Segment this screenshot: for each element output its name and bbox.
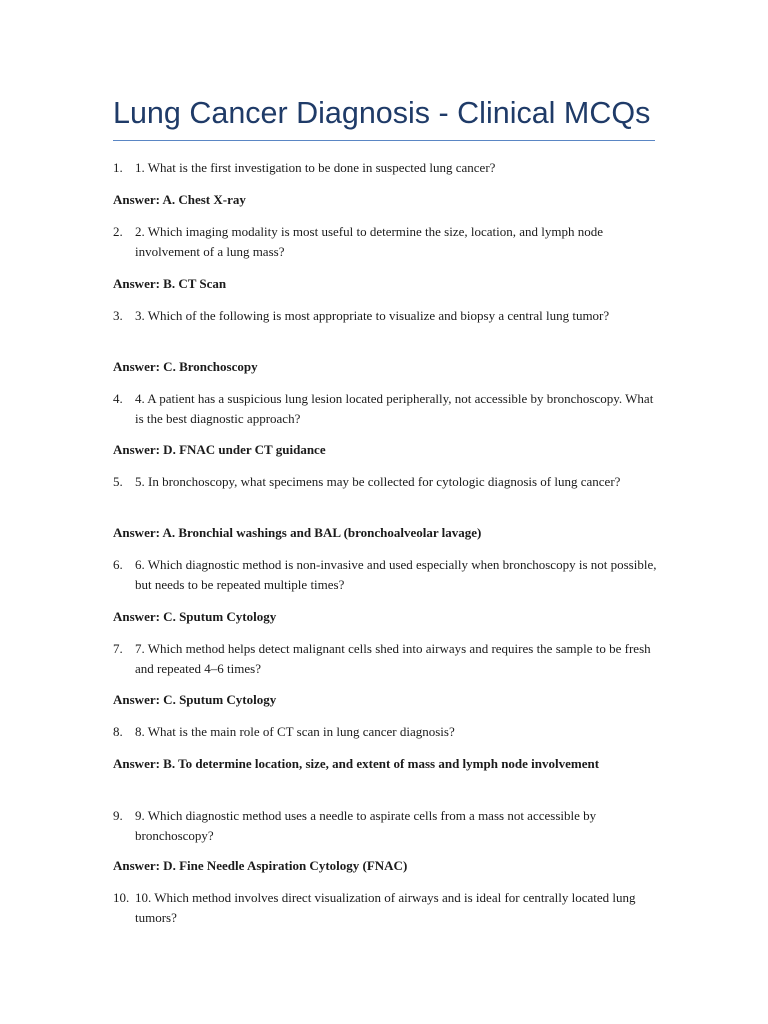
question-text: 5. In bronchoscopy, what specimens may be collected for cytologic diagnosis of lung cancer?	[135, 474, 621, 489]
question-number: 2.	[113, 224, 123, 239]
question-text: 3. Which of the following is most appropriate to visualize and biopsy a central lung tumor?	[135, 308, 610, 323]
question-text: 7. Which method helps detect malignant cells shed into airways and requires the sample to be fresh and repeated 4–6 times?	[135, 641, 651, 676]
question-number: 5.	[113, 474, 123, 489]
answer-6: Answer: C. Sputum Cytology	[113, 609, 277, 624]
question-number: 1.	[113, 160, 123, 175]
question-number: 7.	[113, 641, 123, 656]
question-text: 9. Which diagnostic method uses a needle to aspirate cells from a mass not accessible by bronchoscopy?	[135, 808, 597, 843]
question-7	[113, 639, 658, 678]
answer-1: Answer: A. Chest X-ray	[113, 192, 246, 207]
question-number: 3.	[113, 308, 123, 323]
answer-4: Answer: D. FNAC under CT guidance	[113, 442, 326, 457]
question-1	[113, 158, 658, 178]
question-4	[113, 389, 658, 428]
question-6	[113, 555, 658, 594]
document-title: Lung Cancer Diagnosis - Clinical MCQs	[113, 96, 651, 130]
question-number: 8.	[113, 724, 123, 739]
question-3	[113, 306, 658, 326]
question-text: 8. What is the main role of CT scan in lung cancer diagnosis?	[135, 724, 455, 739]
question-text: 1. What is the first investigation to be done in suspected lung cancer?	[135, 160, 496, 175]
question-number: 9.	[113, 808, 123, 823]
question-text: 4. A patient has a suspicious lung lesion located peripherally, not accessible by bronchoscopy. What is the best diagnostic approach?	[135, 391, 654, 426]
answer-9: Answer: D. Fine Needle Aspiration Cytology (FNAC)	[113, 858, 408, 873]
title-underline	[113, 140, 655, 141]
question-10	[113, 888, 658, 927]
answer-2: Answer: B. CT Scan	[113, 276, 227, 291]
question-5	[113, 472, 658, 492]
question-2	[113, 222, 658, 261]
question-number: 4.	[113, 391, 123, 406]
question-9	[113, 806, 658, 845]
question-text: 10. Which method involves direct visualization of airways and is ideal for centrally located lung tumors?	[135, 890, 636, 925]
question-number: 10.	[113, 890, 130, 905]
question-8	[113, 722, 658, 742]
answer-7: Answer: C. Sputum Cytology	[113, 692, 277, 707]
question-text: 2. Which imaging modality is most useful to determine the size, location, and lymph node involvement of a lung mass?	[135, 224, 604, 259]
question-text: 6. Which diagnostic method is non-invasive and used especially when bronchoscopy is not possible, but needs to be repeated multiple times?	[135, 557, 657, 592]
answer-8: Answer: B. To determine location, size, and extent of mass and lymph node involvement	[113, 756, 600, 771]
answer-5: Answer: A. Bronchial washings and BAL (bronchoalveolar lavage)	[113, 525, 482, 540]
question-number: 6.	[113, 557, 123, 572]
answer-3: Answer: C. Bronchoscopy	[113, 359, 258, 374]
